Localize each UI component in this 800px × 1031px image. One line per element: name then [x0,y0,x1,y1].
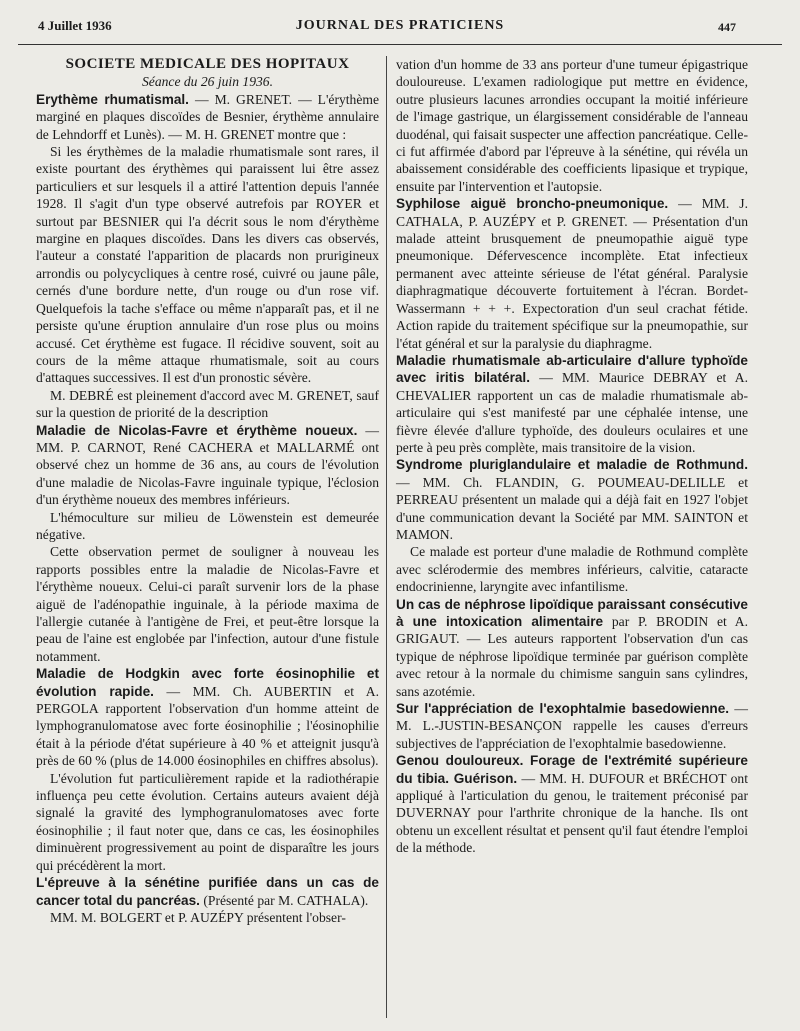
seance-date: Séance du 26 juin 1936. [141,74,273,90]
right-column [396,56,748,857]
paragraph: — MM. H. DUFOUR et BRÉCHOT ont appliqué à l'articulation du genou, le traitement préconisé par DUVERNAY pour l'arthrite chronique de la hanche. Ils ont obtenu un excellent résultat et pensent qu'il faut étendre l'emploi de la méthode. [396,770,748,856]
society-heading: SOCIETE MEDICALE DES HOPITAUX [65,56,350,72]
article-title: Syphilose aiguë broncho-pneumonique. [396,196,669,212]
article-senetine [36,874,379,909]
page-number: 447 [718,20,736,34]
article-rhumatismale-typhoide [396,352,748,456]
paragraph: Si les érythèmes de la maladie rhumatismale sont rares, il existe pourtant des érythèmes qui paraissent lui être assez particuliers et sur lesquels il a attiré l'attention depuis l'année 1928. Il s'agit d'un type observé autrefois par ROYER et surtout par BESNIER qui l'a décrit sous le nom d'érythème margine en plaques discoïdes. Dans les divers cas observés, l'auteur a constaté l'apparition de placards non prurigineux arrondis ou polycycliques à centre rosé, cuivré ou jaune pâle, cernés d'une bordure nette, d'un rouge ou d'un rose vif. Quelquefois la tache s'efface ou même n'apparaît pas, et il ne persiste qu'une éruption annulaire d'un rose plus ou moins accusé. Cet érythème est fugace. Il récidive souvent, soit au cours de la même attaque rhumatismale, soit au cours d'attaques successives. Il est d'un pronostic sévère. [36,144,379,386]
article-nicolas-favre [36,422,379,509]
paragraph: — M. L.-JUSTIN-BESANÇON rappelle les causes d'erreurs subjectives de l'appréciation de l'exophtalmie basedowienne. [396,701,748,751]
article-title: Genou douloureux. Forage de l'extrémité supérieure du tibia. Guérison. [396,753,748,786]
paragraph: (Présenté par M. CATHALA). [199,892,369,908]
paragraph: — MM. P. CARNOT, René CACHERA et MALLARMÉ ont observé chez un homme de 36 ans, au cours de l'évolution d'une maladie de Nicolas-Favre inguinale typique, l'éclosion d'un érythème noueux des membres inférieurs. [36,422,379,508]
article-nephrose [396,596,748,700]
paragraph: L'hémoculture sur milieu de Löwenstein est demeurée négative. [36,509,379,542]
article-title: Maladie de Hodgkin avec forte éosinophilie et évolution rapide. [36,666,379,699]
header-rule [18,44,782,45]
article-rothmund [396,456,748,543]
paragraph: M. DEBRÉ est pleinement d'accord avec M. GRENET, sauf sur la question de priorité de la description [36,387,379,421]
left-column [36,56,379,926]
article-intro: — M. GRENET. — L'érythème marginé en plaques discoïdes de Besnier, érythème annulaire de Lehndorff et Lunès). — M. H. GRENET montre que : [36,91,379,142]
issue-date: 4 Juillet 1936 [38,18,112,33]
article-erytheme [36,91,379,143]
article-syphilose [396,195,748,352]
paragraph: vation d'un homme de 33 ans porteur d'une tumeur épigastrique douloureuse. L'examen radiologique put mettre en évidence, outre plusieurs lacunes arrondies occupant la moitié inférieure de l'image gastrique, un élargissement considérable de l'anneau duodénal, qui faisait suspecter une affection pancréatique. Celle-ci fut affirmée d'abord par l'épreuve à la sénétine, qui révéla un abaissement considérable des coefficients lipasique et trypique, ensuite par l'intervention et l'autopsie. [396,57,748,194]
paragraph: — MM. Maurice DEBRAY et A. CHEVALIER rapportent un cas de maladie rhumatismale ab-articulaire qui s'est manifesté par une céphalée intense, une fièvre élevée d'allure typhoïde, des douleurs oculaires et une perte à peu près complète, mais transitoire de la vision. [396,370,748,455]
article-title: Sur l'appréciation de l'exophtalmie basedowienne. [396,701,730,717]
article-exophtalmie [396,700,748,752]
article-hodgkin [36,665,379,769]
paragraph: L'évolution fut particulièrement rapide et la radiothérapie influença peu cette évolution. Certains auteurs avaient déjà signalé la gravité des lymphogranulomatoses avec forte éosinophilie ; il faut noter que, dans ce cas, les éosinophiles diminuèrent progressivement au point de disparaître les jours qui précédèrent la mort. [36,770,379,873]
article-title: L'épreuve à la sénétine purifiée dans un cas de cancer total du pancréas. [36,875,379,908]
paragraph: — MM. Ch. FLANDIN, G. POUMEAU-DELILLE et PERREAU présentent un malade qui a déjà fait en 1927 l'objet d'une communication devant la Société par MM. SAINTON et MAMON. [396,474,748,542]
journal-title: JOURNAL DES PRATICIENS [295,18,505,33]
paragraph: — MM. J. CATHALA, P. AUZÉPY et P. GRENET. — Présentation d'un malade atteint brusquement de pneumopathie aiguë type pneumonique. Défervescence incomplète. Etat infectieux permanent avec atteinte sérieuse de l'état général. Paralysie diaphragmatique découverte fortuitement à l'écran. Bordet-Wassermann + + +. Expectoration d'un seul crachat fétide. Action rapide du traitement spécifique sur la pneumopathie, sur l'état général et sur la paralysie du diaphragme. [396,196,748,351]
paragraph: — MM. Ch. AUBERTIN et A. PERGOLA rapportent l'observation d'un homme atteint de lymphogranulomatose avec forte éosinophilie ; l'éosinophilie était à la période d'état supérieure à 40 % et atteignit jusqu'à près de 60 % (plus de 14.000 éosinophiles en chiffres absolus). [36,683,379,769]
article-title: Maladie rhumatismale ab-articulaire d'allure typhoïde avec iritis bilatéral. [396,352,748,386]
column-divider [386,56,387,1018]
paragraph: Ce malade est porteur d'une maladie de Rothmund complète avec sclérodermie des membres inférieurs, calvitie, cataracte endocrinienne, laryngite avec infantilisme. [396,544,748,595]
paragraph: MM. M. BOLGERT et P. AUZÉPY présentent l'obser- [50,909,346,925]
paragraph: par P. BRODIN et A. GRIGAUT. — Les auteurs rapportent l'observation d'un cas typique de néphrose lipoïdique terminée par guérison complète avec retour à la normale du chimisme sanguin sans cylindres, sans azotémie. [396,614,748,699]
paragraph: Cette observation permet de souligner à nouveau les rapports possibles entre la maladie de Nicolas-Favre et l'érythème noueux. Celui-ci paraît survenir lors de la phase aiguë de l'adénopathie inguinale, à la période maxima de l'allergie cutanée à l'antigène de Frei, et peut-être lorsque la peau de l'aine est englobée par l'infection, autour d'une fistule notamment. [36,544,379,664]
article-title: Maladie de Nicolas-Favre et érythème noueux. [36,422,358,438]
article-title: Un cas de néphrose lipoïdique paraissant consécutive à une intoxication alimentaire [396,596,748,629]
article-genou [396,752,748,856]
article-title: Syndrome pluriglandulaire et maladie de Rothmund. [396,457,748,473]
article-title: Erythème rhumatismal. [36,91,189,107]
page-header [0,0,800,44]
